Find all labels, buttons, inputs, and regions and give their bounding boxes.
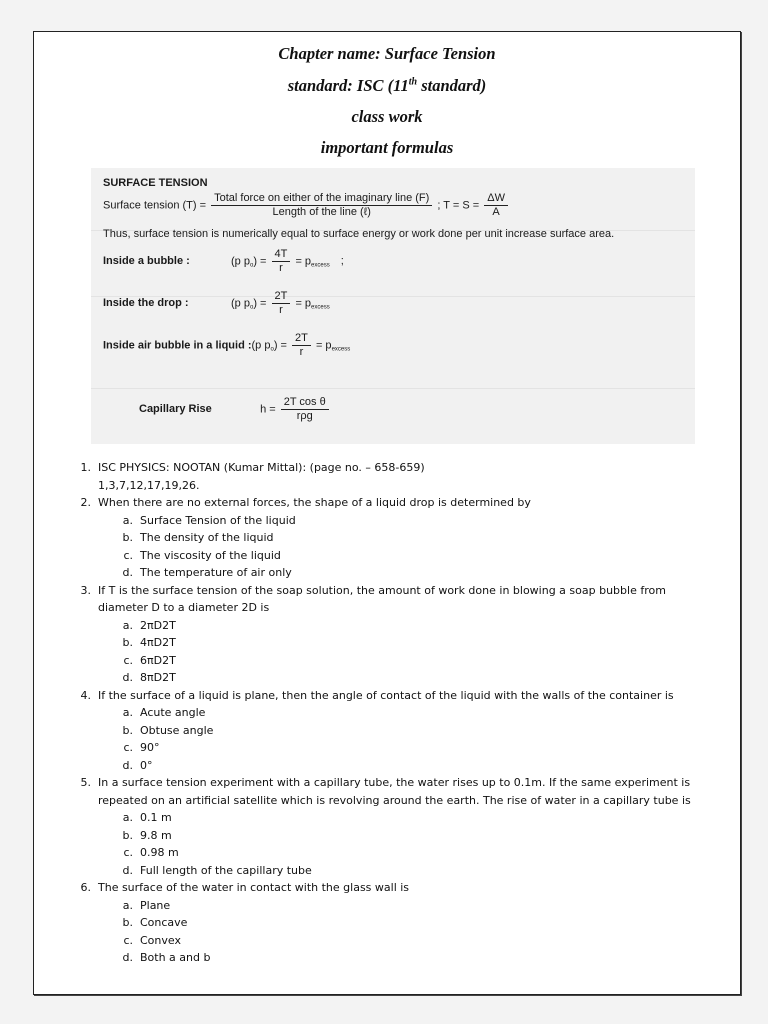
- option-letter: b.: [122, 723, 133, 737]
- question-text: If the surface of a liquid is plane, then the angle of contact of the liquid with the walls of the container is: [98, 688, 674, 702]
- bubble-denominator: r: [279, 262, 283, 274]
- option-letter: d.: [122, 566, 133, 579]
- formulas-heading: important formulas: [320, 138, 454, 157]
- st-fraction: [211, 192, 432, 219]
- bubble-rhs: = p: [295, 255, 312, 268]
- option-letter: c.: [123, 548, 133, 562]
- class-work-heading: class work: [351, 107, 423, 126]
- bubble-tail: ;: [340, 255, 344, 268]
- option-letter: d.: [122, 863, 133, 877]
- air-rsub: excess: [331, 346, 351, 353]
- question-text-cont: repeated on an artificial satellite which is revolving around the earth. The rise of water in a capillary tube is: [98, 793, 691, 807]
- option-text: Concave: [140, 916, 188, 929]
- option-letter: a.: [122, 706, 133, 719]
- st-denominator: Length of the line (ℓ): [272, 206, 371, 218]
- drop-eq: ) =: [253, 297, 267, 310]
- dw-numerator: ΔW: [484, 192, 508, 206]
- question-number: 3.: [80, 583, 91, 597]
- dw-denominator: A: [492, 206, 500, 218]
- formula-image: [91, 168, 695, 444]
- air-lhs: (p p: [251, 339, 271, 352]
- drop-formula: [103, 290, 330, 317]
- option-letter: b.: [122, 636, 133, 649]
- bubble-sub: o: [249, 262, 254, 269]
- question-number: 4.: [80, 688, 91, 702]
- option-text: 6πD2T: [140, 653, 176, 667]
- option-letter: a.: [122, 898, 133, 912]
- surface-tension-formula: [103, 192, 510, 219]
- option-text: Acute angle: [140, 706, 206, 719]
- capillary-formula: [139, 396, 331, 423]
- option-text: Obtuse angle: [140, 723, 214, 737]
- st-label: Surface tension (T) =: [103, 199, 207, 212]
- option-text: Plane: [140, 898, 171, 912]
- question-text: ISC PHYSICS: NOOTAN (Kumar Mittal): (page no. – 658-659): [98, 461, 425, 474]
- capillary-denominator: rρg: [296, 410, 313, 422]
- option-text: Surface Tension of the liquid: [140, 513, 296, 527]
- question-number: 1.: [80, 461, 91, 474]
- option-text: 0°: [140, 758, 153, 772]
- option-letter: c.: [123, 933, 133, 947]
- drop-fraction: [272, 290, 291, 317]
- question-text-cont: diameter D to a diameter 2D is: [98, 601, 270, 614]
- st-tail: ; T = S =: [437, 199, 480, 212]
- question-number: 5.: [80, 776, 91, 789]
- option-text: 0.98 m: [140, 846, 179, 859]
- air-rhs: = p: [315, 339, 332, 352]
- air-bubble-formula: [103, 332, 350, 359]
- bubble-eq: ) =: [253, 255, 267, 268]
- capillary-fraction: [281, 396, 329, 423]
- option-letter: b.: [122, 916, 133, 929]
- air-label: Inside air bubble in a liquid :: [103, 339, 252, 352]
- drop-lhs: (p p: [231, 297, 250, 310]
- option-text: Full length of the capillary tube: [140, 863, 312, 877]
- standard-suffix: standard): [417, 76, 487, 95]
- question-text: In a surface tension experiment with a capillary tube, the water rises up to 0.1m. If the same experiment is: [98, 776, 691, 789]
- option-letter: b.: [122, 828, 133, 842]
- air-denominator: r: [299, 346, 304, 358]
- bubble-numerator: 4T: [272, 248, 291, 262]
- standard-prefix: standard: ISC (11: [287, 76, 409, 95]
- dw-fraction: [484, 192, 508, 219]
- option-letter: b.: [122, 531, 133, 544]
- option-text: 9.8 m: [140, 828, 172, 842]
- chapter-title: Chapter name: Surface Tension: [278, 44, 496, 63]
- capillary-numerator: 2T cos θ: [281, 396, 329, 410]
- bubble-fraction: [272, 248, 291, 275]
- option-letter: a.: [122, 618, 133, 632]
- formula-title: SURFACE TENSION: [103, 177, 208, 189]
- bubble-lhs: (p p: [231, 255, 250, 268]
- option-letter: d.: [122, 758, 133, 772]
- bubble-label: Inside a bubble :: [103, 255, 190, 268]
- drop-sub: o: [249, 304, 254, 311]
- air-numerator: 2T: [292, 332, 311, 346]
- air-eq: ) =: [273, 339, 287, 352]
- drop-rsub: excess: [311, 304, 330, 311]
- question-number: 6.: [80, 881, 91, 894]
- option-letter: c.: [123, 653, 133, 667]
- option-text: The density of the liquid: [140, 531, 274, 544]
- document-page: [33, 31, 741, 995]
- option-text: 8πD2T: [140, 671, 176, 684]
- option-text: 2πD2T: [140, 618, 176, 632]
- question-text-cont: 1,3,7,12,17,19,26.: [98, 478, 200, 492]
- option-letter: a.: [122, 811, 133, 824]
- option-text: The viscosity of the liquid: [140, 548, 281, 562]
- drop-denominator: r: [279, 304, 283, 316]
- option-text: 90°: [140, 741, 160, 754]
- option-text: 4πD2T: [140, 636, 176, 649]
- option-text: 0.1 m: [140, 811, 172, 824]
- capillary-h: h =: [260, 403, 276, 416]
- option-text: Both a and b: [140, 951, 211, 964]
- standard-sup: th: [408, 76, 418, 88]
- question-text: When there are no external forces, the shape of a liquid drop is determined by: [98, 496, 531, 509]
- option-letter: c.: [123, 741, 133, 754]
- bubble-rsub: excess: [311, 262, 330, 269]
- drop-label: Inside the drop :: [103, 297, 189, 310]
- bubble-formula: [103, 248, 344, 275]
- question-text: The surface of the water in contact with the glass wall is: [98, 881, 410, 894]
- question-text: If T is the surface tension of the soap solution, the amount of work done in blowing a soap bubble from: [98, 583, 666, 597]
- air-fraction: [292, 332, 311, 359]
- option-text: Convex: [140, 933, 181, 947]
- capillary-label: Capillary Rise: [139, 403, 212, 416]
- option-letter: d.: [122, 951, 133, 964]
- option-letter: a.: [122, 513, 133, 527]
- question-number: 2.: [80, 496, 91, 509]
- option-text: The temperature of air only: [140, 566, 292, 579]
- st-numerator: Total force on either of the imaginary line (F): [211, 192, 432, 206]
- drop-numerator: 2T: [272, 290, 291, 304]
- air-sub: o: [270, 346, 274, 353]
- thus-text: Thus, surface tension is numerically equal to surface energy or work done per unit increase surface area.: [103, 228, 615, 240]
- drop-rhs: = p: [295, 297, 312, 310]
- option-letter: d.: [122, 671, 133, 684]
- standard-line: [34, 76, 740, 96]
- option-letter: c.: [123, 846, 133, 859]
